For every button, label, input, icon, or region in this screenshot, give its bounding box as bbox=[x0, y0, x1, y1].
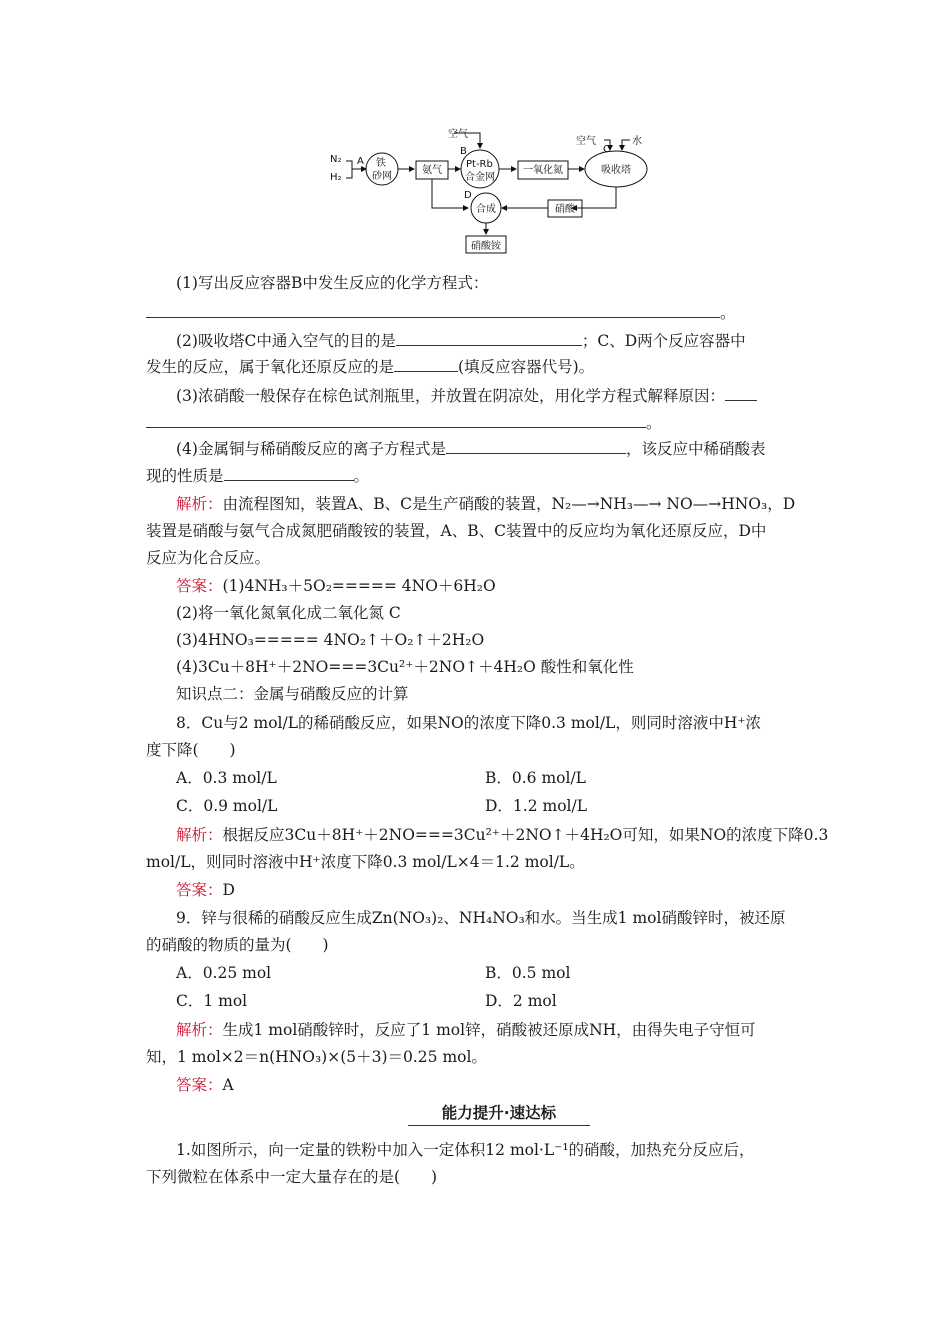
air-c-label: 空气 bbox=[576, 136, 596, 147]
question-4-line-1 bbox=[176, 438, 765, 459]
answer-label: 答案： bbox=[176, 881, 223, 899]
question-1-answer-line bbox=[146, 302, 736, 323]
hecheng-label: 合成 bbox=[476, 204, 496, 215]
problem-1-line-2: 下列微粒在体系中一定大量存在的是( ) bbox=[146, 1168, 438, 1186]
question-2-line-1 bbox=[176, 330, 746, 351]
analysis-9-line-1 bbox=[176, 1020, 756, 1040]
analysis-text: 生成1 mol硝酸锌时，反应了1 mol锌，硝酸被还原成NH，由得失电子守恒可 bbox=[222, 1021, 756, 1039]
h2-label: H₂ bbox=[330, 172, 342, 183]
iron-label-bottom: 砂网 bbox=[372, 171, 392, 182]
option-9-b[interactable]: B．0.5 mol bbox=[485, 964, 571, 982]
question-3-text: (3)浓硝酸一般保存在棕色试剂瓶里，并放置在阴凉处，用化学方程式解释原因： bbox=[176, 387, 725, 405]
question-4-part-1: (4)金属铜与稀硝酸反应的离子方程式是 bbox=[176, 440, 446, 458]
ptrb-label-top: Pt-Rb bbox=[466, 159, 493, 170]
flow-diagram-svg bbox=[320, 128, 660, 256]
question-4-part-3: 现的性质是 bbox=[146, 467, 224, 485]
question-1-text: (1)写出反应容器B中发生反应的化学方程式： bbox=[176, 274, 489, 292]
analysis-1-line-2: 装置是硝酸与氨气合成氮肥硝酸铵的装置，A、B、C装置中的反应均为氧化还原反应，D中 bbox=[146, 522, 767, 540]
arrow-water bbox=[622, 140, 630, 150]
question-2-line-2 bbox=[146, 356, 594, 377]
problem-1-line-1: 1.如图所示，向一定量的铁粉中加入一定体积12 mol·L⁻¹的硝酸，加热充分反应后， bbox=[176, 1141, 755, 1159]
answer-label: 答案： bbox=[176, 577, 223, 595]
ammonia-label: 氨气 bbox=[422, 165, 442, 176]
analysis-8-line-1 bbox=[176, 825, 828, 845]
water-label: 水 bbox=[632, 136, 642, 147]
arrow-tower-to-nitric bbox=[572, 187, 616, 208]
analysis-text: 根据反应3Cu＋8H⁺＋2NO===3Cu²⁺＋2NO↑＋4H₂O可知，如果NO的浓度下降0.3 bbox=[222, 826, 829, 844]
option-9-a[interactable]: A．0.25 mol bbox=[176, 964, 272, 982]
analysis-1-line-3: 反应为化合反应。 bbox=[146, 549, 271, 567]
input-bracket bbox=[346, 161, 352, 178]
question-2-part-4: (填反应容器代号)。 bbox=[458, 358, 595, 376]
period: 。 bbox=[353, 467, 370, 485]
question-8-line-2: 度下降( ) bbox=[146, 741, 236, 759]
answer-1-line-3: (3)4HNO₃===== 4NO₂↑＋O₂↑＋2H₂O bbox=[176, 631, 485, 649]
period: 。 bbox=[720, 304, 736, 322]
option-8-b[interactable]: B．0.6 mol/L bbox=[485, 769, 586, 787]
answer-9 bbox=[176, 1075, 234, 1095]
answer-blank[interactable] bbox=[146, 302, 720, 318]
ptrb-label-bottom: 合金网 bbox=[465, 172, 495, 183]
answer-1-line-2: (2)将一氧化氮氧化成二氧化氮 C bbox=[176, 604, 401, 622]
process-flow-diagram bbox=[320, 128, 660, 256]
option-8-d[interactable]: D．1.2 mol/L bbox=[485, 797, 588, 815]
option-8-c[interactable]: C．0.9 mol/L bbox=[176, 797, 278, 815]
no-label: 一氧化氮 bbox=[523, 165, 563, 176]
ammonium-nitrate-label: 硝酸铵 bbox=[471, 241, 501, 252]
label-c: C bbox=[603, 144, 610, 155]
answer-blank[interactable] bbox=[224, 465, 354, 481]
iron-label-top: 铁 bbox=[376, 158, 386, 169]
answer-blank[interactable] bbox=[394, 356, 458, 372]
question-4-line-2 bbox=[146, 465, 369, 486]
analysis-label: 解析： bbox=[176, 495, 223, 513]
answer-8 bbox=[176, 880, 235, 900]
option-9-d[interactable]: D．2 mol bbox=[485, 992, 557, 1010]
question-9-line-2: 的硝酸的物质的量为( ) bbox=[146, 936, 329, 954]
answer-blank[interactable] bbox=[725, 385, 757, 401]
section-title: 能力提升·速达标 bbox=[408, 1103, 590, 1126]
answer-label: 答案： bbox=[176, 1076, 223, 1094]
answer-blank[interactable] bbox=[146, 412, 646, 428]
answer-1-line-4: (4)3Cu＋8H⁺＋2NO===3Cu²⁺＋2NO↑＋4H₂O 酸性和氧化性 bbox=[176, 658, 634, 676]
question-2-part-2: ；C、D两个反应容器中 bbox=[581, 332, 746, 350]
option-8-a[interactable]: A．0.3 mol/L bbox=[176, 769, 277, 787]
question-2-part-3: 发生的反应，属于氧化还原反应的是 bbox=[146, 358, 395, 376]
option-9-c[interactable]: C．1 mol bbox=[176, 992, 248, 1010]
analysis-label: 解析： bbox=[176, 826, 223, 844]
answer-text: (1)4NH₃＋5O₂===== 4NO＋6H₂O bbox=[222, 577, 496, 595]
label-d: D bbox=[464, 190, 472, 201]
answer-1-line-1 bbox=[176, 576, 496, 596]
question-3-line-1 bbox=[176, 385, 757, 406]
analysis-9-line-2: 知，1 mol×2＝n(HNO₃)×(5＋3)＝0.25 mol。 bbox=[146, 1048, 487, 1066]
analysis-text: 由流程图知，装置A、B、C是生产硝酸的装置，N₂—→NH₃—→ NO—→HNO₃，D bbox=[222, 495, 796, 513]
question-4-part-2: ，该反应中稀硝酸表 bbox=[625, 440, 766, 458]
nitric-label: 硝酸 bbox=[555, 204, 575, 215]
label-b: B bbox=[460, 146, 467, 157]
question-8-line-1: 8．Cu与2 mol/L的稀硝酸反应，如果NO的浓度下降0.3 mol/L，则同时溶液中H⁺浓 bbox=[176, 714, 762, 732]
n2-label: N₂ bbox=[330, 154, 342, 165]
question-3-line-2 bbox=[146, 412, 662, 433]
answer-value: A bbox=[222, 1076, 234, 1094]
knowledge-point-2: 知识点二：金属与硝酸反应的计算 bbox=[176, 685, 409, 703]
tower-label: 吸收塔 bbox=[601, 165, 631, 176]
label-a: A bbox=[357, 156, 364, 167]
period: 。 bbox=[646, 414, 662, 432]
arrow-ammonia-to-hecheng bbox=[432, 179, 468, 208]
air-b-label: 空气 bbox=[448, 129, 468, 140]
analysis-8-line-2: mol/L，则同时溶液中H⁺浓度下降0.3 mol/L×4＝1.2 mol/L。 bbox=[146, 853, 585, 871]
analysis-1-line-1 bbox=[176, 494, 795, 514]
answer-blank[interactable] bbox=[396, 330, 582, 346]
question-2-part-1: (2)吸收塔C中通入空气的目的是 bbox=[176, 332, 396, 350]
analysis-label: 解析： bbox=[176, 1021, 223, 1039]
answer-blank[interactable] bbox=[446, 438, 626, 454]
question-9-line-1: 9．锌与很稀的硝酸反应生成Zn(NO₃)₂、NH₄NO₃和水。当生成1 mol硝酸锌时，被还原 bbox=[176, 909, 786, 927]
answer-value: D bbox=[222, 881, 235, 899]
